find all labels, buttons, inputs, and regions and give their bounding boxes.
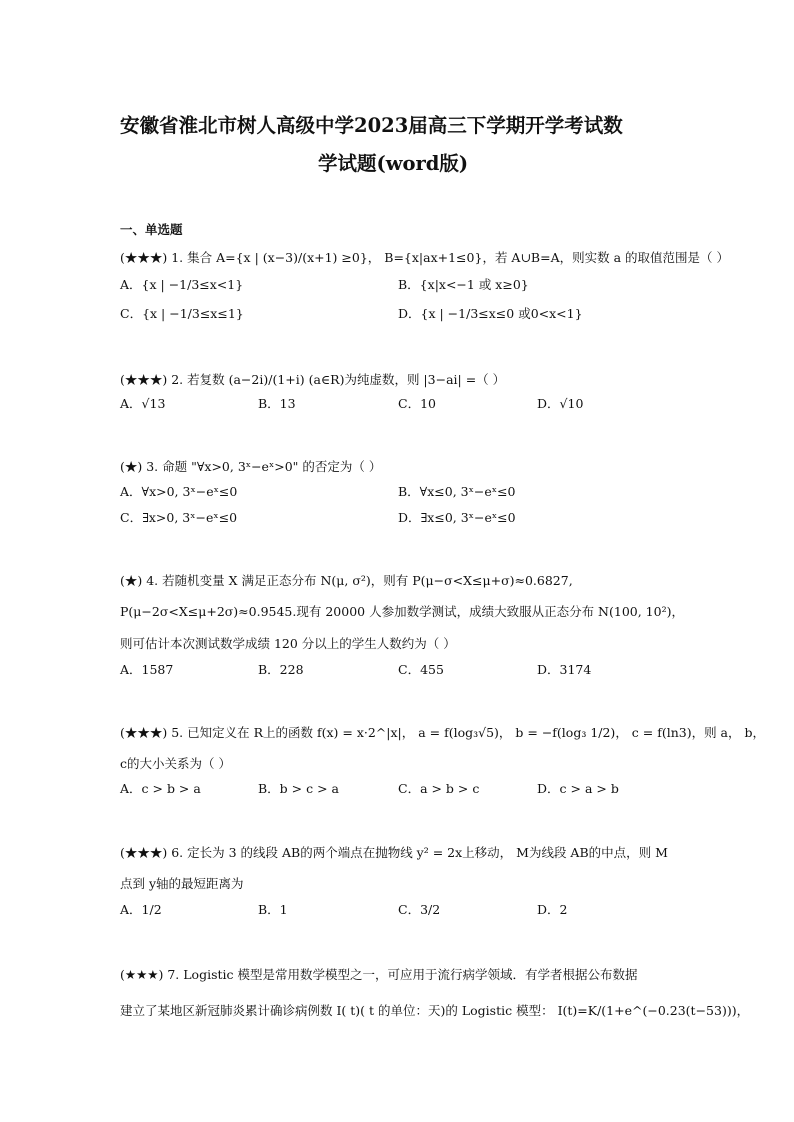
- q5-option-b: B．b > c > a: [258, 781, 339, 796]
- q3-option-d: D．∃x≤0, 3ˣ−eˣ≤0: [398, 510, 516, 525]
- q2-option-b: B．13: [258, 396, 296, 411]
- q4-option-a: A．1587: [120, 662, 174, 677]
- q1-stem: (★★★) 1. 集合 A={x | (x−3)/(x+1) ≥0}， B={x|ax+1≤0}，若 A∪B=A，则实数 a 的取值范围是（ ）: [120, 250, 729, 265]
- q6-stem-line2: 点到 y轴的最短距离为: [120, 876, 244, 891]
- q4-stem-line1: (★) 4. 若随机变量 X 满足正态分布 N(μ, σ²)，则有 P(μ−σ<X≤μ+σ)≈0.6827,: [120, 573, 573, 588]
- q1-option-b: B．{x|x<−1 或 x≥0}: [398, 277, 529, 292]
- document-title-line1: 安徽省淮北市树人高级中学2023届高三下学期开学考试数: [120, 114, 623, 137]
- q3-option-c: C．∃x>0, 3ˣ−eˣ≤0: [120, 510, 238, 525]
- q4-stem-line2: P(μ−2σ<X≤μ+2σ)≈0.9545.现有 20000 人参加数学测试，成绩大致服从正态分布 N(100, 10²)，: [120, 604, 684, 619]
- q4-option-d: D．3174: [537, 662, 592, 677]
- q3-stem: (★) 3. 命题 "∀x>0, 3ˣ−eˣ>0" 的否定为（ ）: [120, 459, 382, 474]
- section-heading: 一、单选题: [120, 222, 183, 237]
- q4-option-c: C．455: [398, 662, 444, 677]
- q6-option-c: C．3/2: [398, 902, 441, 917]
- q5-option-d: D．c > a > b: [537, 781, 619, 796]
- q2-option-c: C．10: [398, 396, 436, 411]
- q4-stem-line3: 则可估计本次测试数学成绩 120 分以上的学生人数约为（ ）: [120, 636, 456, 651]
- q6-option-a: A．1/2: [120, 902, 162, 917]
- q4-option-b: B．228: [258, 662, 304, 677]
- q1-option-a: A．{x | −1/3≤x<1}: [120, 277, 244, 292]
- q6-stem-line1: (★★★) 6. 定长为 3 的线段 AB的两个端点在抛物线 y² = 2x上移动， M为线段 AB的中点，则 M: [120, 845, 668, 860]
- q3-option-b: B．∀x≤0, 3ˣ−eˣ≤0: [398, 484, 516, 499]
- q1-option-d: D．{x | −1/3≤x≤0 或0<x<1}: [398, 306, 583, 321]
- q2-option-d: D．√10: [537, 396, 584, 411]
- q6-option-d: D．2: [537, 902, 568, 917]
- q2-option-a: A．√13: [120, 396, 166, 411]
- q3-option-a: A．∀x>0, 3ˣ−eˣ≤0: [120, 484, 238, 499]
- q7-stem-line1: (★★★) 7. Logistic 模型是常用数学模型之一，可应用于流行病学领域．有学者根据公布数据: [120, 967, 638, 982]
- q5-stem-line1: (★★★) 5. 已知定义在 R上的函数 f(x) = x·2^|x|， a = f(log₃√5)， b = −f(log₃ 1/2)， c = f(ln3)，则 a， b，: [120, 725, 765, 740]
- q5-option-c: C．a > b > c: [398, 781, 480, 796]
- q5-option-a: A．c > b > a: [120, 781, 201, 796]
- q6-option-b: B．1: [258, 902, 288, 917]
- q1-option-c: C．{x | −1/3≤x≤1}: [120, 306, 244, 321]
- q7-stem-line2: 建立了某地区新冠肺炎累计确诊病例数 I( t)( t 的单位：天)的 Logistic 模型： I(t)=K/(1+e^(−0.23(t−53)))，: [120, 1003, 750, 1018]
- q2-stem: (★★★) 2. 若复数 (a−2i)/(1+i) (a∈R)为纯虚数，则 |3−ai| =（ ）: [120, 372, 506, 387]
- document-title-line2: 学试题(word版): [318, 152, 469, 175]
- q5-stem-line2: c的大小关系为（ ）: [120, 756, 231, 771]
